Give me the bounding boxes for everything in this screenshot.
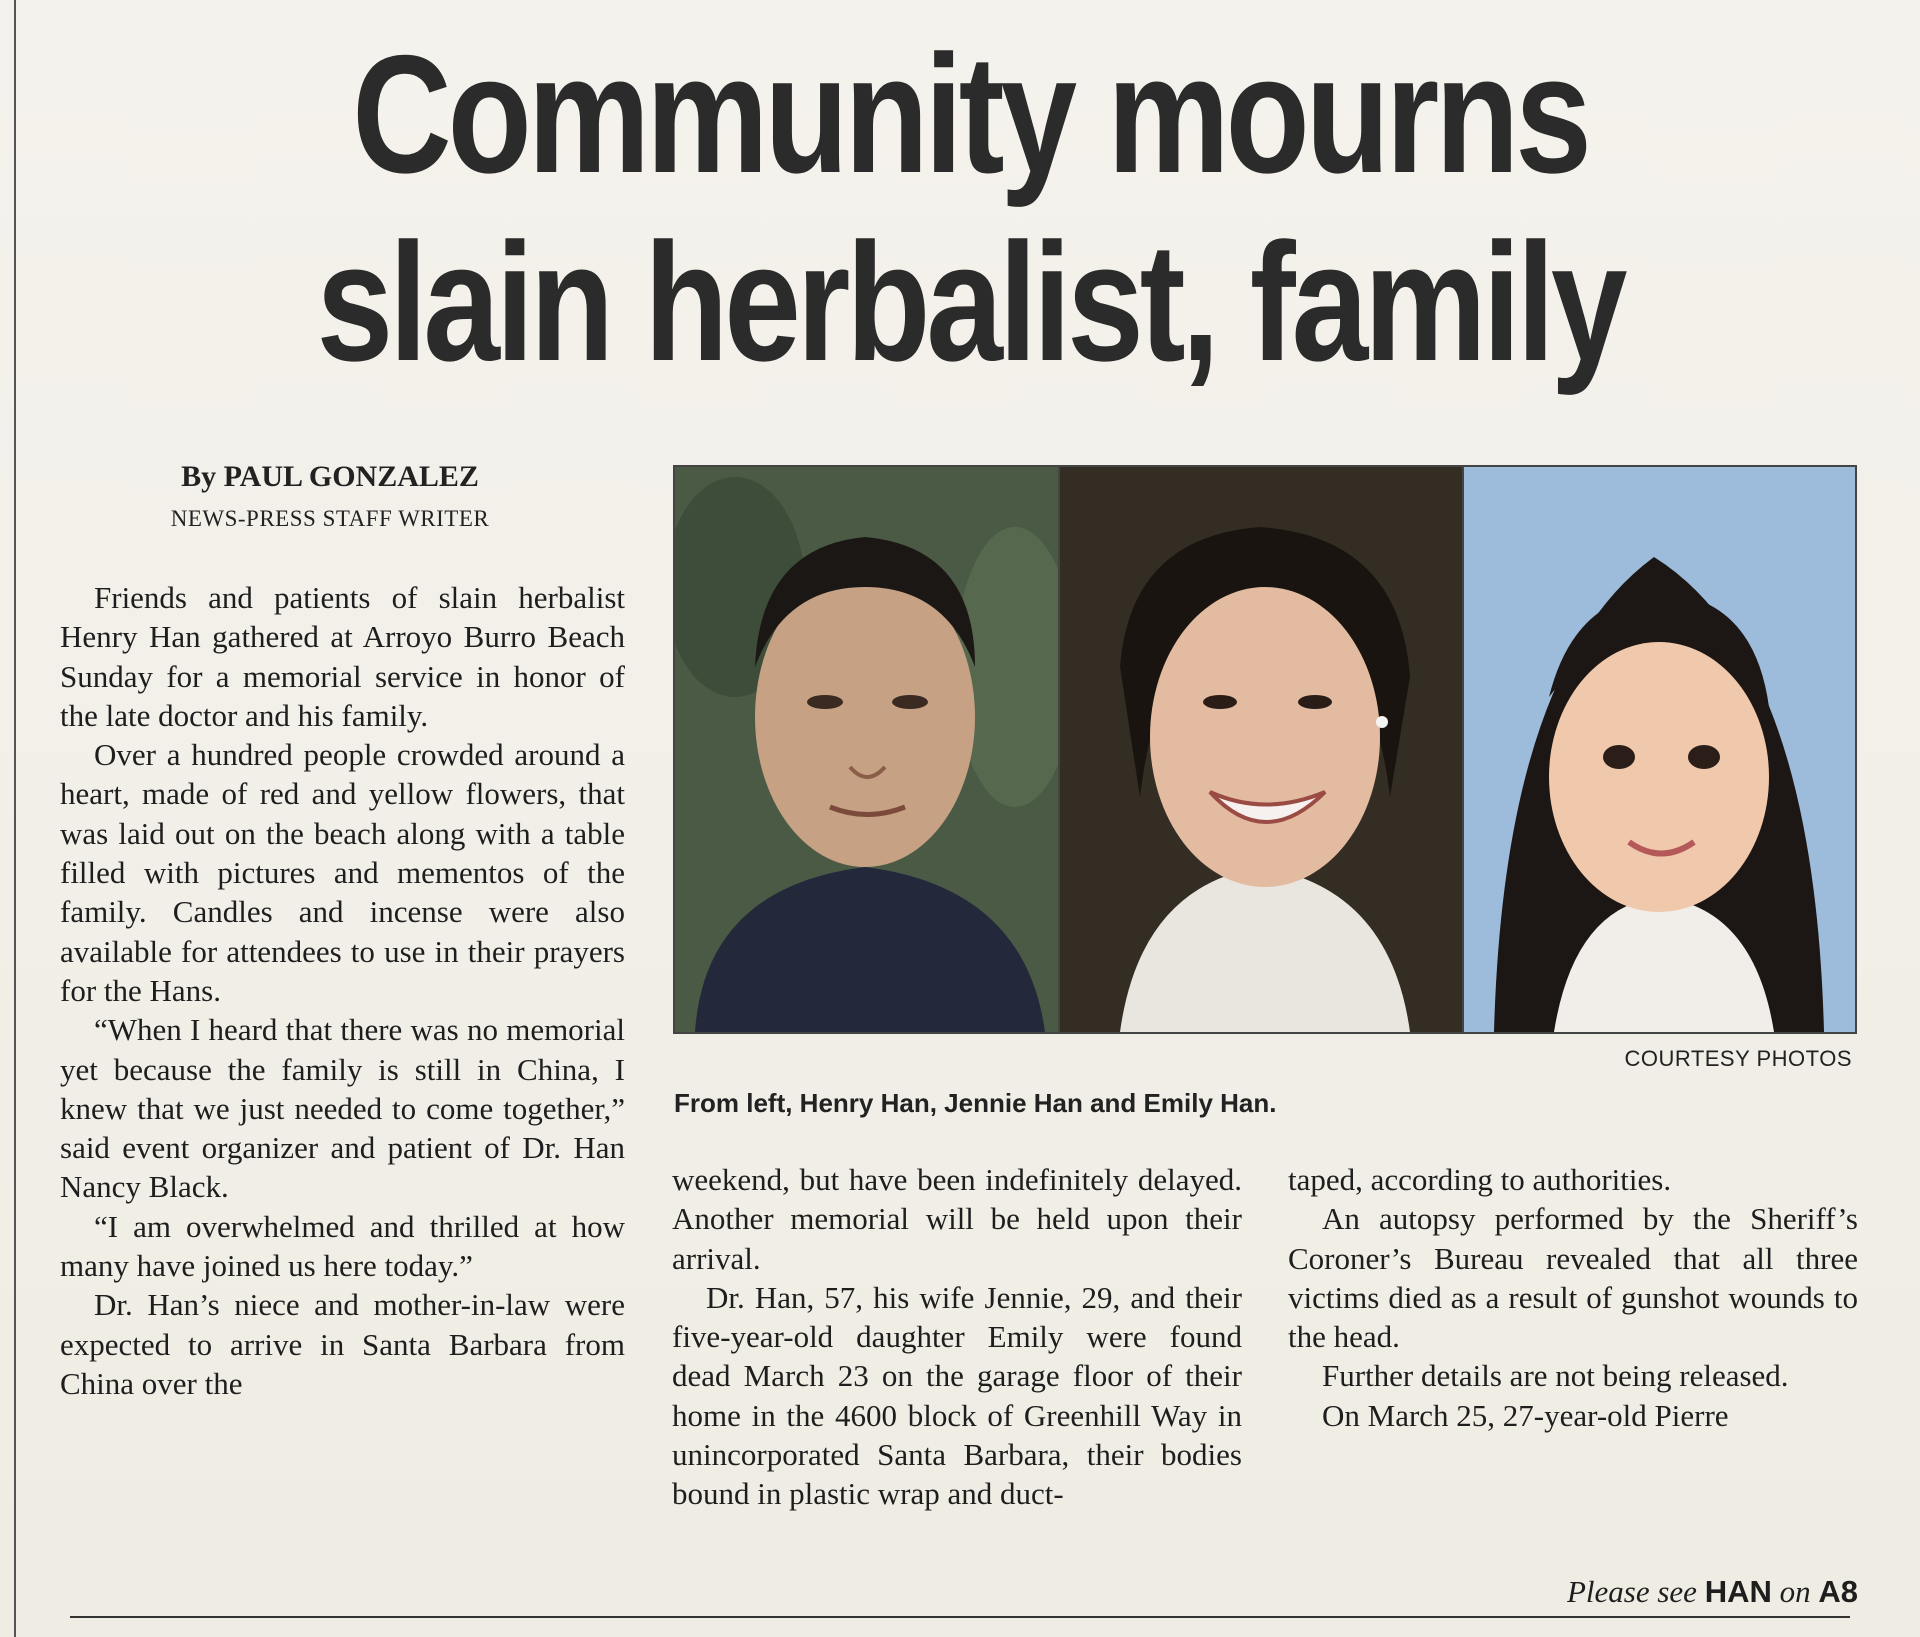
jump-on: on bbox=[1779, 1574, 1811, 1609]
paragraph: “When I heard that there was no memorial yet because the family is still in China, I knew that we just needed to come together,” said event organizer and patient of Dr. Han Nancy Black. bbox=[60, 1012, 625, 1205]
article-column-3 bbox=[1288, 1160, 1858, 1435]
jump-line bbox=[1288, 1574, 1858, 1610]
headline-line-1: Community mourns bbox=[352, 20, 1588, 208]
paragraph: Dr. Han’s niece and mother-in-law were expected to arrive in Santa Barbara from China over the bbox=[60, 1287, 625, 1401]
photo-emily-han bbox=[1464, 467, 1855, 1032]
paragraph: Dr. Han, 57, his wife Jennie, 29, and their five-year-old daughter Emily were found dead March 23 on the garage floor of their home in the 4600 block of Greenhill Way in unincorporated Santa Barbara, their bodies bound in plastic wrap and duct- bbox=[672, 1279, 1242, 1512]
article-column-2 bbox=[672, 1160, 1242, 1514]
portrait-woman-image bbox=[1060, 467, 1462, 1032]
paragraph: An autopsy performed by the Sheriff’s Coroner’s Bureau revealed that all three victims died as a result of gunshot wounds to the head. bbox=[1288, 1201, 1858, 1355]
paragraph: weekend, but have been indefinitely delayed. Another memorial will be held upon their arrival. bbox=[672, 1162, 1242, 1276]
jump-page: A8 bbox=[1818, 1574, 1858, 1609]
paragraph: “I am overwhelmed and thrilled at how many have joined us here today.” bbox=[60, 1208, 625, 1284]
photo-jennie-han bbox=[1060, 467, 1462, 1032]
photo-henry-han bbox=[675, 467, 1058, 1032]
photo-strip bbox=[673, 465, 1857, 1034]
byline-title: NEWS-PRESS STAFF WRITER bbox=[170, 506, 490, 531]
byline-author: By PAUL GONZALEZ bbox=[181, 460, 479, 493]
jump-please-see: Please see bbox=[1566, 1574, 1697, 1609]
headline-line-2: slain herbalist, family bbox=[316, 208, 1624, 396]
portrait-man-image bbox=[675, 467, 1058, 1032]
article-column-1 bbox=[60, 578, 625, 1403]
photo-caption: From left, Henry Han, Jennie Han and Emily Han. bbox=[674, 1088, 1277, 1118]
paragraph: Further details are not being released. bbox=[1322, 1358, 1789, 1394]
column-rule-left bbox=[14, 0, 16, 1637]
headline bbox=[224, 20, 1716, 396]
bottom-rule bbox=[70, 1616, 1850, 1618]
paragraph: Over a hundred people crowded around a heart, made of red and yellow flowers, that was laid out on the beach along with a table filled with pictures and mementos of the family. Candles and incense were also available for attendees to use in their prayers for the Hans. bbox=[60, 737, 625, 1008]
photo-credit: COURTESY PHOTOS bbox=[1624, 1046, 1852, 1071]
paragraph: Friends and patients of slain herbalist Henry Han gathered at Arroyo Burro Beach Sunday for a memorial service in honor of the late doctor and his family. bbox=[60, 580, 625, 733]
paragraph: taped, according to authorities. bbox=[1288, 1162, 1672, 1197]
jump-keyword: HAN bbox=[1704, 1574, 1772, 1609]
portrait-child-image bbox=[1464, 467, 1855, 1032]
paragraph: On March 25, 27-year-old Pierre bbox=[1322, 1397, 1729, 1433]
